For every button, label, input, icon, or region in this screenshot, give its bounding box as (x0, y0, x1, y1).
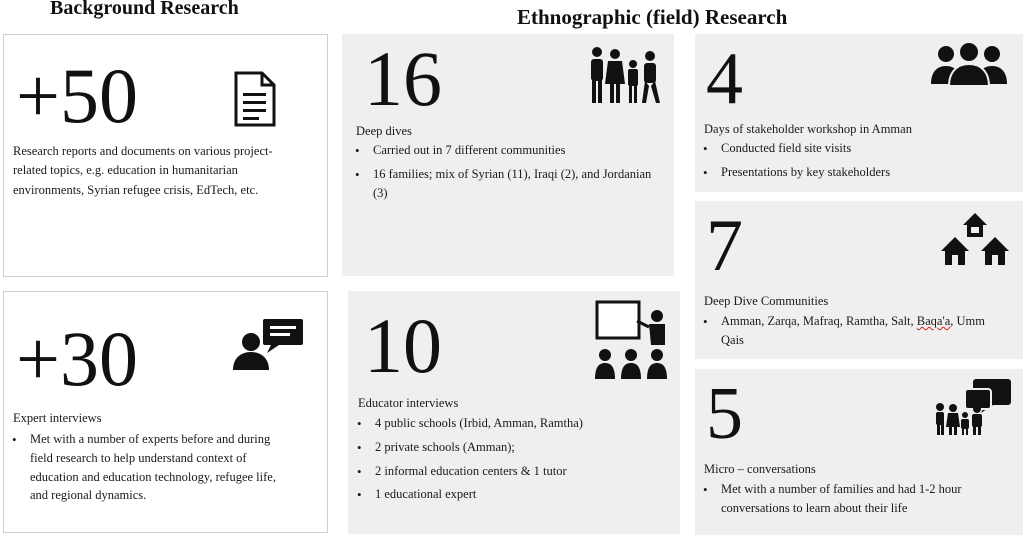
reports-count: +50 (16, 52, 138, 139)
conversations-count: 5 (706, 373, 743, 455)
spellcheck-underlined-word: Baqa'a (916, 314, 951, 328)
list-item: • Met with a number of experts before and during field research to help understand context of education and education technology, refugee life, and regional dynamics. (9, 430, 294, 505)
reports-card (3, 34, 328, 277)
list-item: • Conducted field site visits (700, 139, 1000, 158)
list-item: • 4 public schools (Irbid, Amman, Ramtha) (354, 414, 664, 433)
workshop-card (695, 34, 1023, 192)
communities-subtitle: Deep Dive Communities (704, 294, 829, 308)
deep-dives-bullets (352, 141, 652, 207)
experts-bullets (9, 430, 294, 510)
workshop-bullets (700, 139, 1000, 187)
communities-card (695, 201, 1023, 359)
document-icon (233, 71, 277, 127)
experts-card (3, 291, 328, 533)
conversation-icon (933, 377, 1013, 437)
list-item: • Presentations by key stakeholders (700, 163, 1000, 182)
list-item: • 1 educational expert (354, 485, 664, 504)
workshop-count: 4 (706, 38, 743, 120)
family-icon (587, 46, 663, 104)
list-item: • 16 families; mix of Syrian (11), Iraqi (2), and Jordanian (3) (352, 165, 652, 203)
communities-bullets (700, 312, 1010, 355)
background-research-heading: Background Research (50, 0, 239, 19)
communities-count: 7 (706, 205, 743, 287)
experts-count: +30 (16, 315, 138, 402)
workshop-subtitle: Days of stakeholder workshop in Amman (704, 122, 912, 136)
deep-dives-subtitle: Deep dives (356, 124, 412, 138)
educators-subtitle: Educator interviews (358, 396, 459, 410)
deep-dives-card (342, 34, 674, 276)
educators-bullets (354, 414, 664, 509)
houses-icon (941, 211, 1009, 267)
list-item: • Met with a number of families and had 1-2 hour conversations to learn about their life (700, 480, 1000, 518)
educators-count: 10 (364, 302, 442, 389)
list-item: • Carried out in 7 different communities (352, 141, 652, 160)
speaking-person-icon (231, 318, 305, 370)
conversations-bullets (700, 480, 1000, 523)
conversations-subtitle: Micro – conversations (704, 462, 816, 476)
conversations-card (695, 369, 1023, 535)
list-item: • 2 private schools (Amman); (354, 438, 664, 457)
ethnographic-research-heading: Ethnographic (field) Research (517, 5, 788, 29)
classroom-icon (593, 299, 669, 381)
reports-description: Research reports and documents on various project-related topics, e.g. education in humanitarian environments, Syrian refugee crisis, EdTech, etc. (13, 144, 273, 197)
list-item: • 2 informal education centers & 1 tutor (354, 462, 664, 481)
deep-dives-count: 16 (364, 35, 442, 122)
educators-card (348, 291, 680, 534)
communities-list-text: Amman, Zarqa, Mafraq, Ramtha, Salt, (721, 314, 917, 328)
communities-list-text-end: , Umm Qais (721, 314, 985, 347)
group-icon (929, 42, 1009, 86)
experts-subtitle: Expert interviews (13, 411, 102, 425)
list-item (700, 312, 1010, 350)
